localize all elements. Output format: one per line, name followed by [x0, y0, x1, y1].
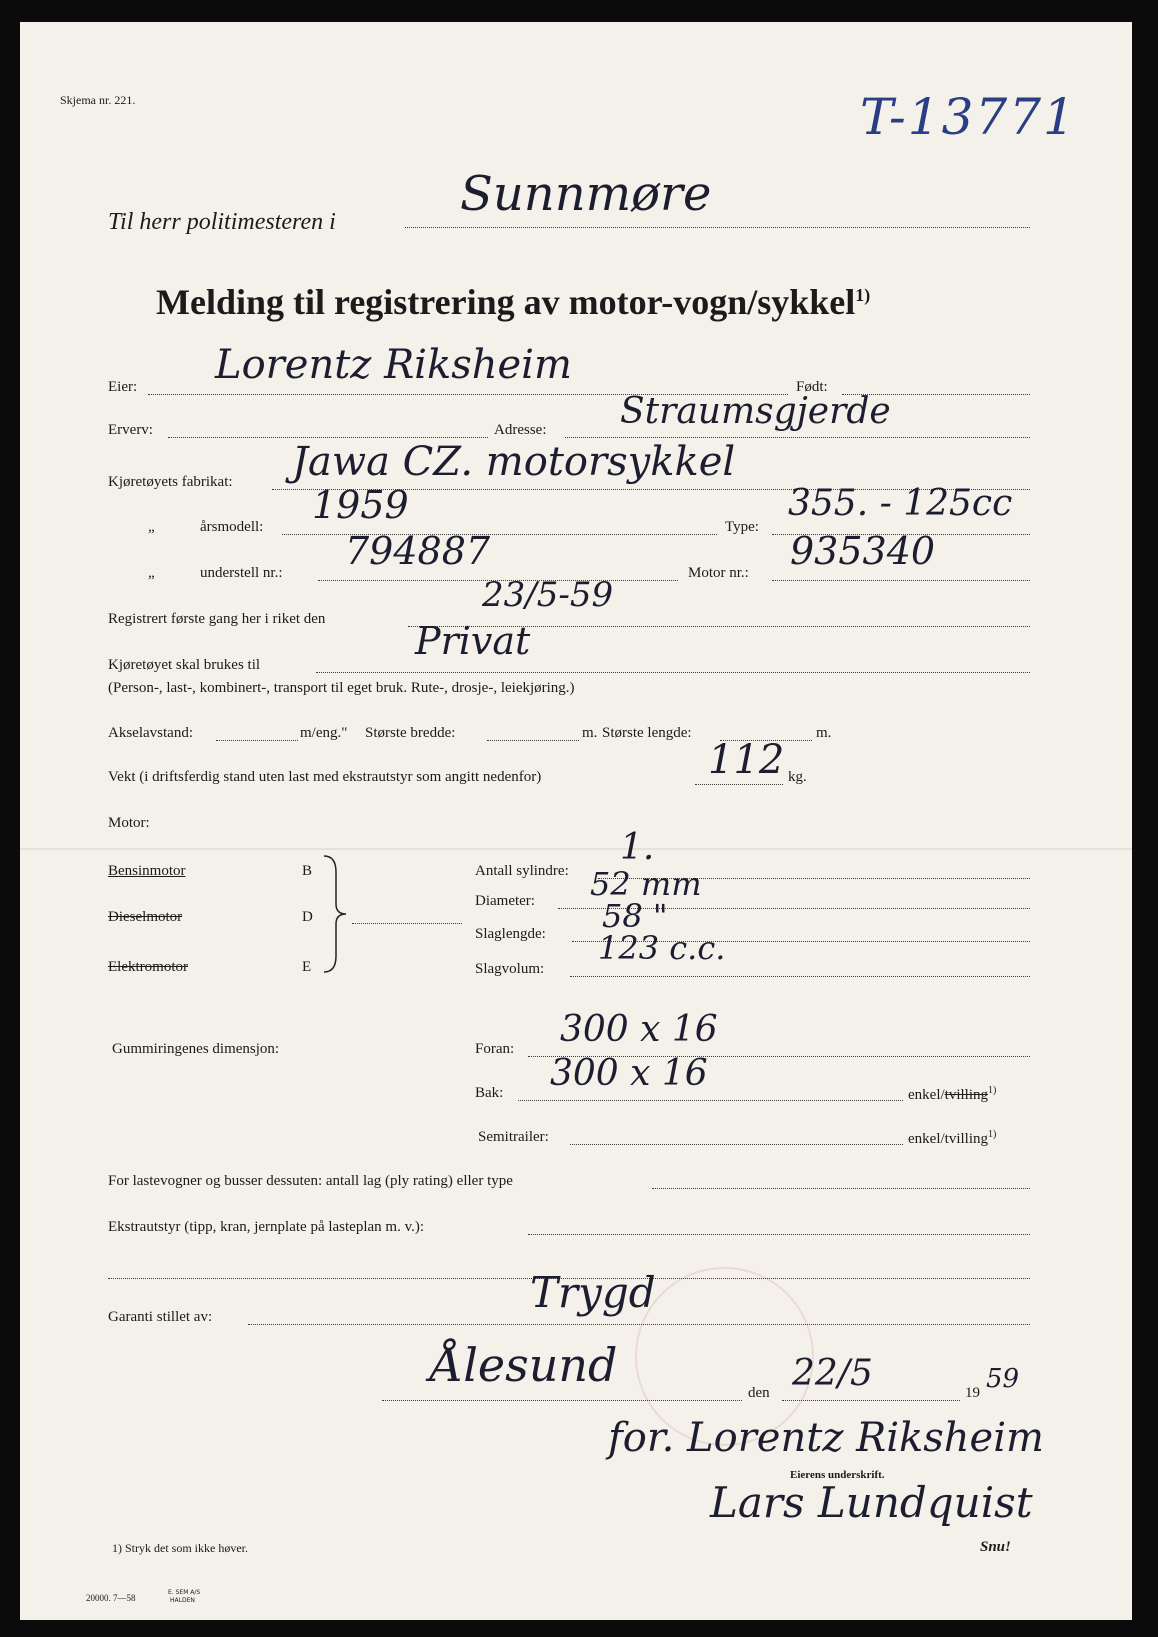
registrert-value: 23/5-59 [482, 575, 614, 615]
type-value: 355. - 125cc [788, 483, 1013, 524]
garanti-line [248, 1324, 1030, 1325]
print-code: 20000. 7—58 [86, 1593, 136, 1603]
ditto-mark-1: „ [148, 519, 155, 535]
semitrailer-label: Semitrailer: [478, 1129, 549, 1145]
motor-nr-value: 935340 [790, 529, 936, 573]
lengde-label: Største lengde: [602, 725, 692, 741]
bredde-line [487, 740, 579, 741]
eier-value: Lorentz Riksheim [215, 342, 572, 388]
brukes-hint: (Person-, last-, kombinert-, transport til eget bruk. Rute-, drosje-, leiekjøring.) [108, 680, 575, 696]
ekstrautstyr-label: Ekstrautstyr (tipp, kran, jernplate på lasteplan m. v.): [108, 1219, 425, 1235]
foran-label: Foran: [475, 1041, 515, 1057]
year-suffix: 59 [986, 1364, 1020, 1394]
akselavstand-unit: m/eng." [300, 725, 348, 741]
registrert-label: Registrert første gang her i riket den [108, 611, 326, 627]
dimensjon-label: Gummiringenes dimensjon: [112, 1041, 280, 1057]
registration-form-sheet [20, 22, 1132, 1620]
printer-line-1: E. SEM A/S [168, 1589, 201, 1596]
adresse-line [565, 437, 1030, 438]
bredde-unit: m. [582, 725, 598, 741]
type-label: Type: [725, 519, 759, 535]
place-value: Ålesund [430, 1338, 618, 1392]
bredde-label: Største bredde: [365, 725, 456, 741]
owner-signature: for. Lorentz Riksheim [608, 1415, 1044, 1461]
erverv-label: Erverv: [108, 422, 153, 438]
elektro-code: E [302, 959, 312, 975]
brukes-line [316, 672, 1030, 673]
sylindre-value: 1. [620, 827, 655, 868]
garanti-label: Garanti stillet av: [108, 1309, 213, 1325]
fabrikat-label: Kjøretøyets fabrikat: [108, 474, 233, 490]
bak-value: 300 x 16 [550, 1053, 708, 1094]
addressee-label: Til herr politimesteren i [108, 209, 336, 235]
akselavstand-line [216, 740, 298, 741]
bak-line [518, 1100, 903, 1101]
semi-enkel-tvilling: enkel/tvilling$^{1)}$ [908, 1129, 997, 1147]
sylindre-label: Antall sylindre: [475, 863, 569, 879]
slagvolum-label: Slagvolum: [475, 961, 545, 977]
snu-label: Snu! [980, 1539, 1011, 1555]
place-line [382, 1400, 742, 1401]
date-line [782, 1400, 960, 1401]
printer-line-2: HALDEN [170, 1597, 195, 1604]
den-label: den [748, 1385, 770, 1401]
slaglengde-label: Slaglengde: [475, 926, 546, 942]
bensin-code: B [302, 863, 313, 879]
form-number: Skjema nr. 221. [60, 93, 136, 107]
slaglengde-value: 58 " [602, 897, 668, 935]
slagvolum-line [570, 976, 1030, 977]
brukes-value: Privat [415, 619, 531, 663]
akselavstand-label: Akselavstand: [108, 725, 193, 741]
vekt-label: Vekt (i driftsferdig stand uten last med ekstrautstyr som angitt nedenfor) [108, 769, 542, 785]
bak-label: Bak: [475, 1085, 504, 1101]
diameter-label: Diameter: [475, 893, 535, 909]
diesel-label: Dieselmotor [108, 909, 183, 925]
eierens-underskrift-label: Eierens underskrift. [790, 1469, 885, 1481]
motor-brace [320, 852, 350, 977]
file-reference: T-13771 [860, 88, 1077, 146]
semitrailer-line [570, 1144, 903, 1145]
year-prefix: 19 [965, 1385, 980, 1401]
arsmodell-label: årsmodell: [200, 519, 264, 535]
adresse-label: Adresse: [494, 422, 547, 438]
fodt-label: Født: [796, 379, 828, 395]
slagvolum-value: 123 c.c. [598, 929, 726, 967]
motor-section-label: Motor: [108, 815, 150, 831]
second-signature: Lars Lundquist [710, 1478, 1033, 1527]
ekstrautstyr-line [528, 1234, 1030, 1235]
footnote: 1) Stryk det som ikke høver. [112, 1541, 248, 1555]
paper-fold-line [20, 848, 1132, 850]
addressee-line [405, 227, 1030, 228]
form-title: Melding til registrering av motor-vogn/sykkel$^{1)}$ [156, 282, 871, 322]
vekt-unit: kg. [788, 769, 807, 785]
fabrikat-value: Jawa CZ. motorsykkel [292, 439, 736, 485]
diesel-code: D [302, 909, 313, 925]
eier-label: Eier: [108, 379, 138, 395]
understell-value: 794887 [345, 529, 491, 573]
garanti-value: Trygd [530, 1268, 656, 1317]
vekt-line [695, 784, 783, 785]
ditto-mark-2: „ [148, 565, 155, 581]
lastevogner-label: For lastevogner og busser dessuten: antall lag (ply rating) eller type [108, 1173, 513, 1189]
lastevogner-line [652, 1188, 1030, 1189]
brukes-label: Kjøretøyet skal brukes til [108, 657, 261, 673]
addressee-value: Sunnmøre [460, 166, 712, 222]
bak-enkel-tvilling: enkel/tvilling$^{1)}$ [908, 1085, 997, 1103]
understell-label: understell nr.: [200, 565, 283, 581]
adresse-value: Straumsgjerde [620, 391, 891, 432]
erverv-line [168, 437, 488, 438]
motor-brace-line [352, 923, 462, 924]
bensin-label: Bensinmotor [108, 863, 186, 879]
elektro-label: Elektromotor [108, 959, 188, 975]
foran-value: 300 x 16 [560, 1009, 718, 1050]
motor-nr-label: Motor nr.: [688, 565, 749, 581]
vekt-value: 112 [708, 737, 785, 783]
date-value: 22/5 [792, 1353, 873, 1394]
lengde-unit: m. [816, 725, 832, 741]
diameter-value: 52 mm [590, 865, 702, 903]
motor-nr-line [772, 580, 1030, 581]
arsmodell-value: 1959 [312, 483, 409, 527]
